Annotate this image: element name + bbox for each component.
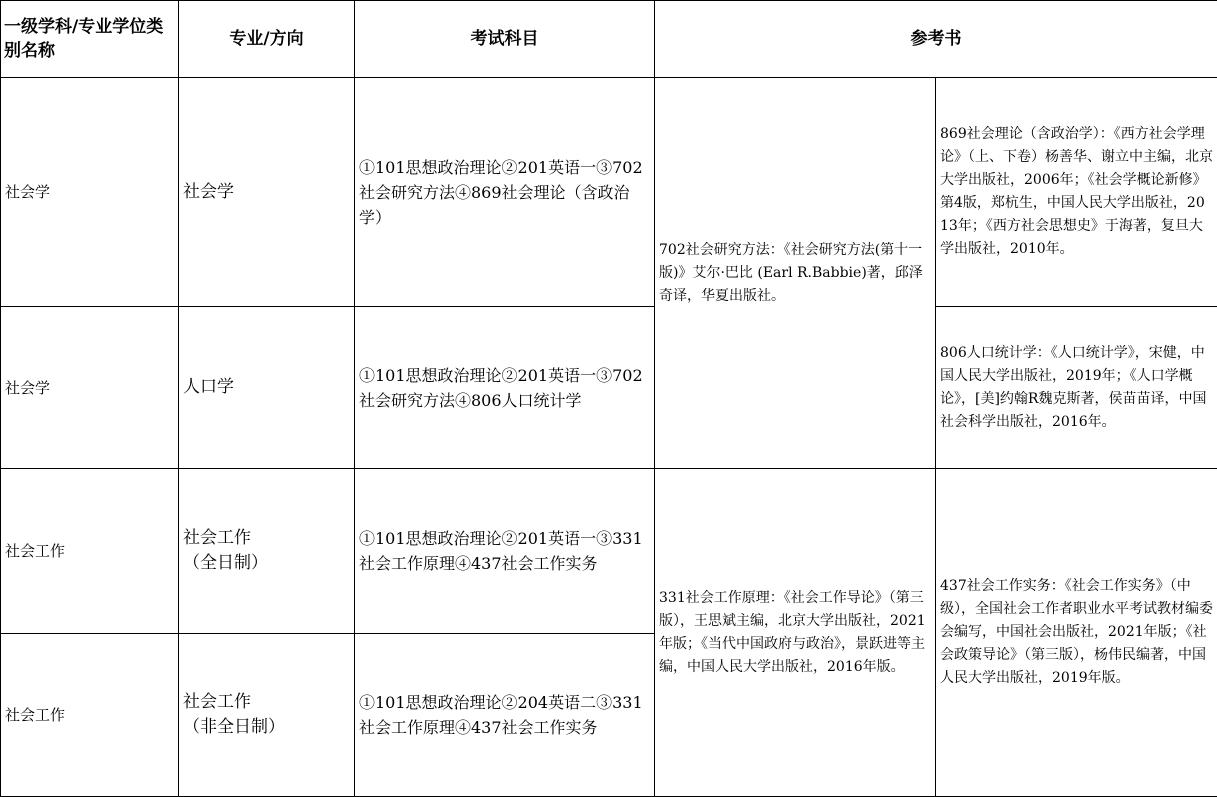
- exam-subjects-cell: ①101思想政治理论②201英语一③702社会研究方法④806人口统计学: [355, 307, 655, 469]
- exam-subjects-cell: ①101思想政治理论②201英语一③331社会工作原理④437社会工作实务: [355, 469, 655, 634]
- major-cell: [179, 469, 355, 634]
- reference-book-331-cell: 331社会工作原理：《社会工作导论》（第三版），王思斌主编，北京大学出版社，2021年版；《当代中国政府与政治》，景跃进等主编，中国人民大学出版社，2016年版。: [655, 469, 936, 797]
- exam-subjects-cell: ①101思想政治理论②201英语一③702社会研究方法④869社会理论（含政治学）: [355, 78, 655, 307]
- discipline-cell: 社会工作: [1, 469, 179, 634]
- header-row: [1, 1, 1217, 78]
- reference-book-437-cell: 437社会工作实务：《社会工作实务》（中级），全国社会工作者职业水平考试教材编委会编写，中国社会出版社，2021年版；《社会政策导论》（第三版），杨伟民编著，中国人民大学出版社，2019年版。: [936, 469, 1217, 797]
- header-subjects: 考试科目: [355, 1, 655, 78]
- header-major: 专业/方向: [179, 1, 355, 78]
- table-row: [1, 469, 1217, 634]
- major-cell: 人口学: [179, 307, 355, 469]
- discipline-cell: 社会工作: [1, 634, 179, 797]
- reference-book-869-cell: 869社会理论（含政治学）：《西方社会学理论》（上、下卷）杨善华、谢立中主编，北京大学出版社，2006年；《社会学概论新修》第4版，郑杭生，中国人民大学出版社，2013年；《西方社会思想史》于海著，复旦大学出版社，2010年。: [936, 78, 1217, 307]
- major-cell: 社会学: [179, 78, 355, 307]
- table-row: [1, 307, 1217, 469]
- header-reference-books: 参考书: [655, 1, 1217, 78]
- table-row: [1, 78, 1217, 307]
- reference-book-806-cell: 806人口统计学：《人口统计学》，宋健，中国人民大学出版社，2019年；《人口学概论》，[美]约翰R魏克斯著，侯苗苗译，中国社会科学出版社，2016年。: [936, 307, 1217, 469]
- major-cell: [179, 634, 355, 797]
- study-mode: （全日制）: [183, 551, 350, 576]
- major-name: 社会工作: [183, 526, 350, 551]
- reference-book-702-cell: 702社会研究方法：《社会研究方法(第十一版)》艾尔·巴比 (Earl R.Babbie)著，邱泽奇译，华夏出版社。: [655, 78, 936, 469]
- major-name: 社会工作: [183, 690, 350, 715]
- exam-subjects-cell: ①101思想政治理论②204英语二③331社会工作原理④437社会工作实务: [355, 634, 655, 797]
- discipline-cell: 社会学: [1, 307, 179, 469]
- study-mode: （非全日制）: [183, 715, 350, 740]
- header-discipline: 一级学科/专业学位类别名称: [1, 1, 179, 78]
- discipline-cell: 社会学: [1, 78, 179, 307]
